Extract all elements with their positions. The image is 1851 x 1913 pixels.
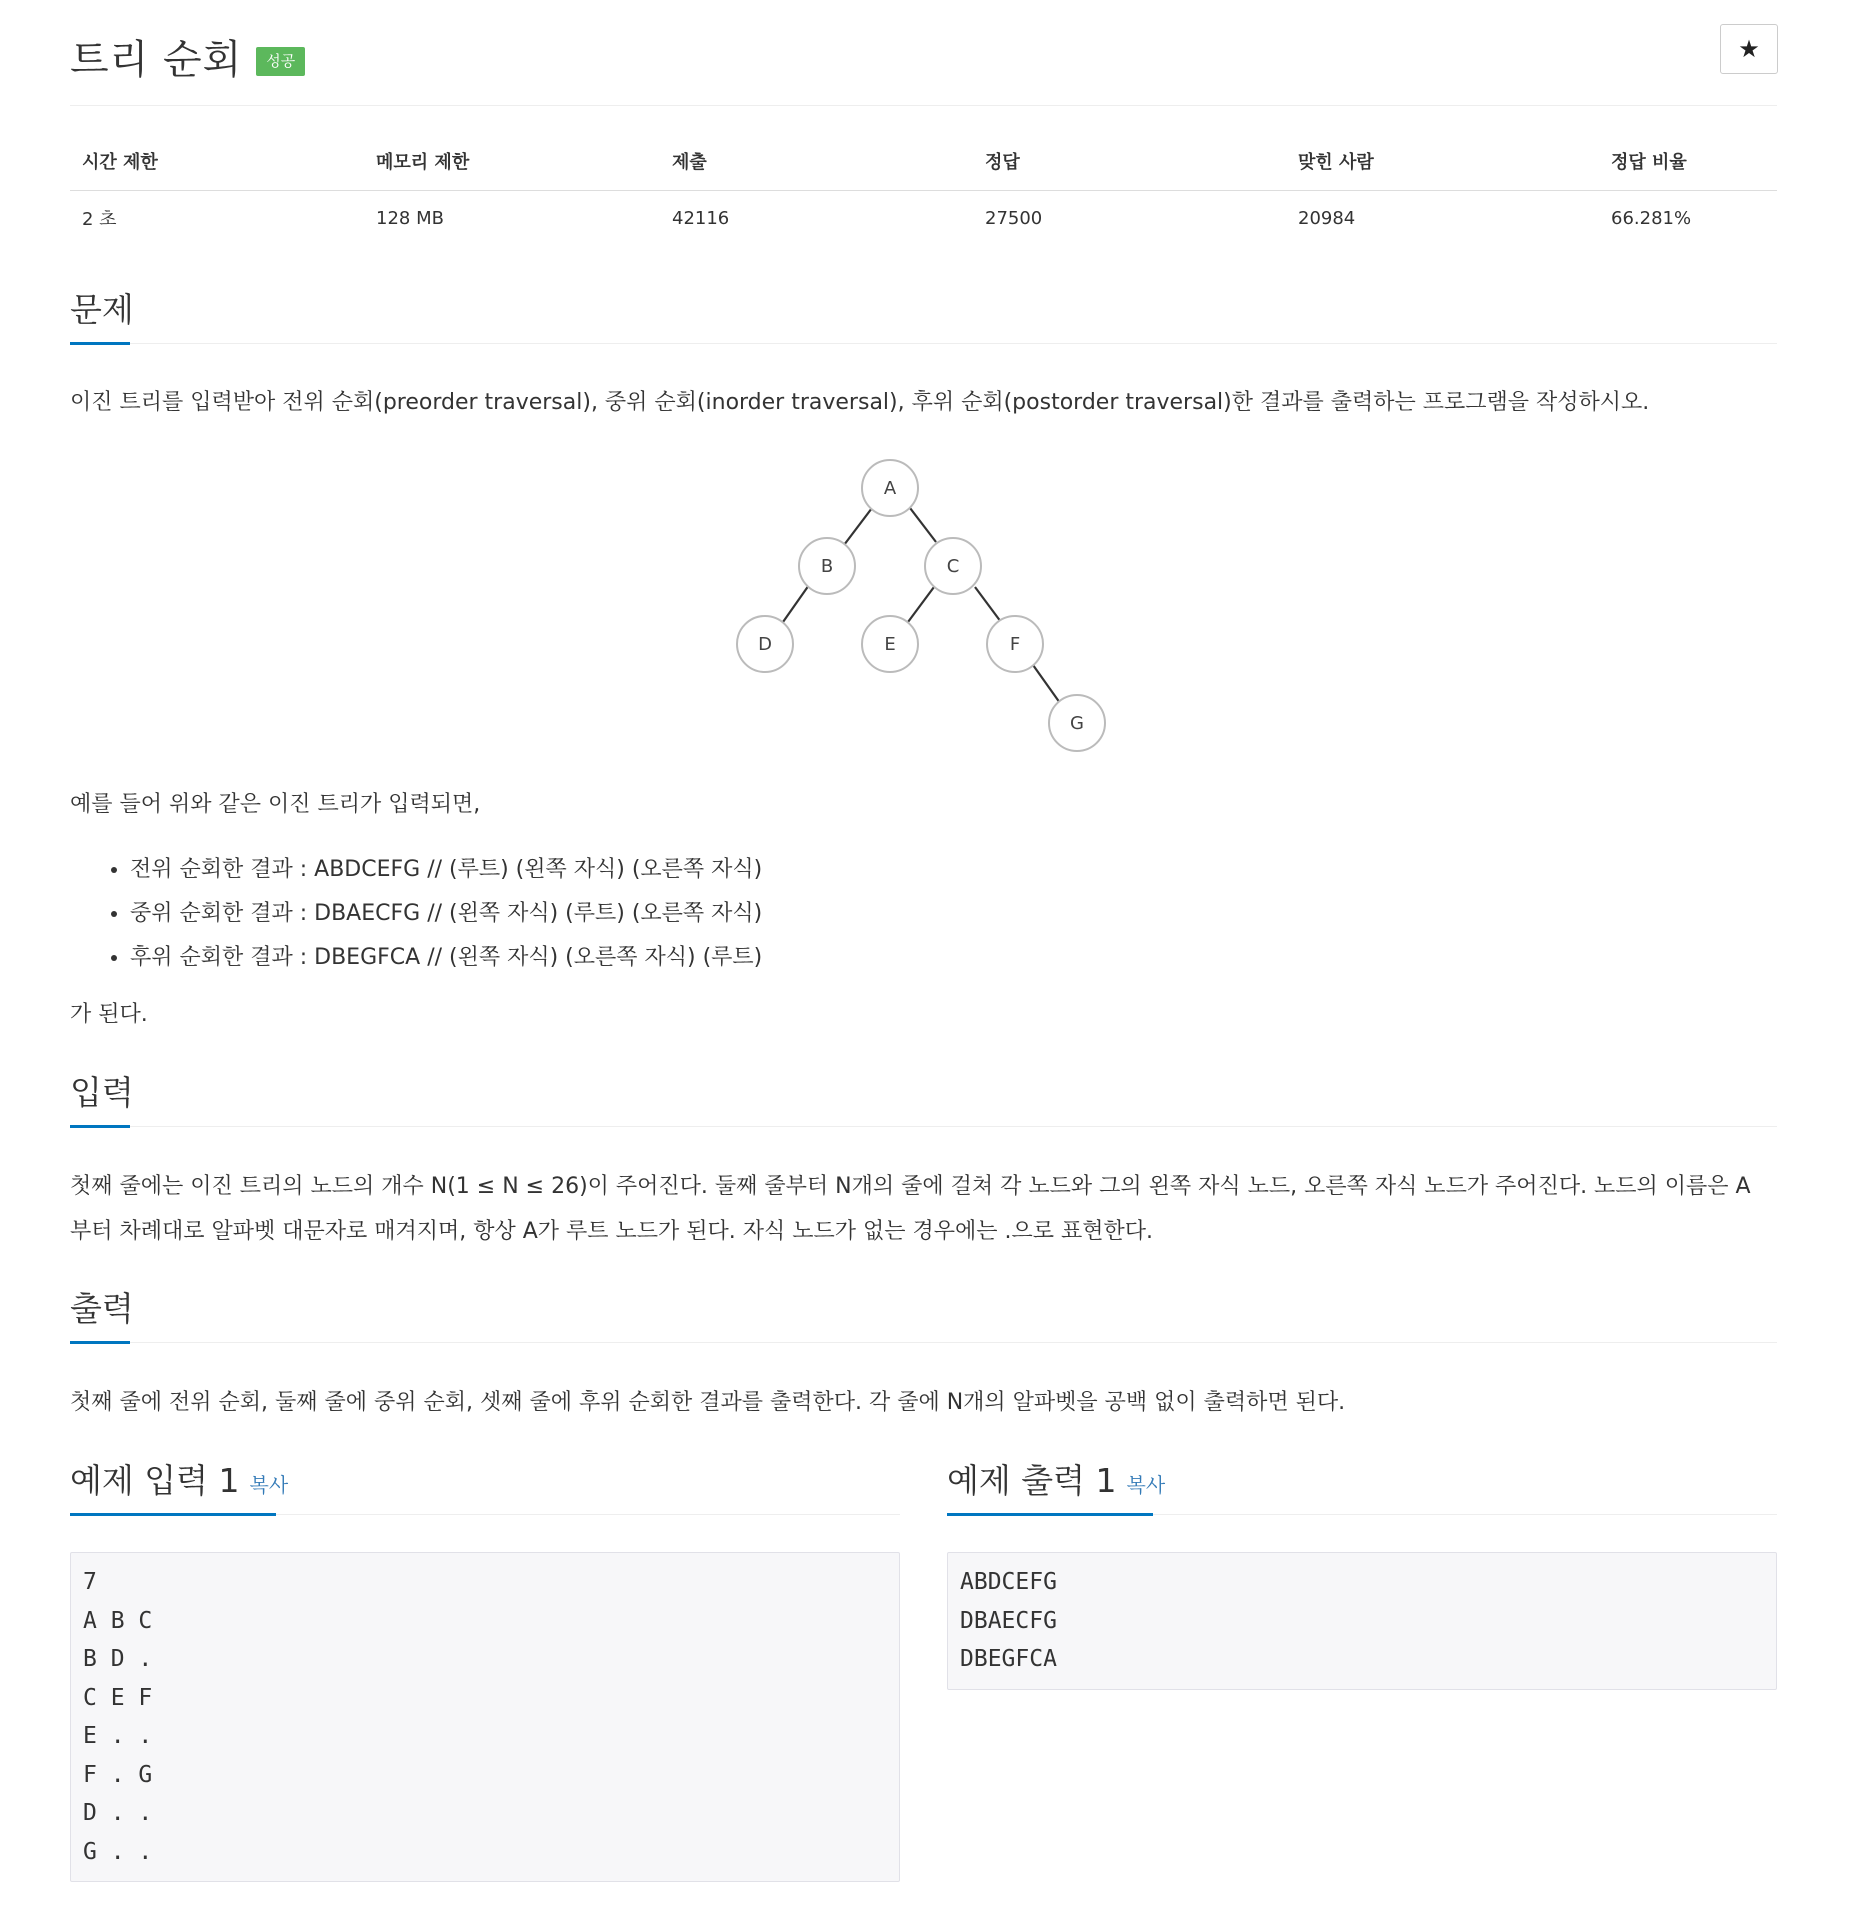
sample-input-title-group <box>70 1455 288 1502</box>
section-underline <box>70 342 130 345</box>
sample-output-box[interactable]: ABDCEFG DBAECFG DBEGFCA <box>947 1552 1777 1690</box>
star-button[interactable] <box>1720 24 1778 74</box>
input-description-line-2: 부터 차례대로 알파벳 대문자로 매겨지며, 항상 A가 루트 노드가 된다. 자식 노드가 없는 경우에는 .으로 표현한다. <box>70 1219 1154 1244</box>
section-underline <box>947 1513 1153 1516</box>
tree-label-b: B <box>820 556 834 577</box>
list-item-inorder: • 중위 순회한 결과 : DBAECFG // (왼쪽 자식) (루트) (오른쪽 자식) <box>130 892 1130 936</box>
star-icon: ★ <box>1738 35 1760 63</box>
example-conclusion: 가 된다. <box>70 1002 148 1027</box>
page-title: 트리 순회 <box>70 36 243 83</box>
sample-output-title-group <box>947 1455 1165 1502</box>
edge-f-g <box>1033 665 1060 703</box>
tree-label-a: A <box>883 478 897 499</box>
copy-sample-input-link[interactable]: 복사 <box>249 1473 289 1497</box>
stats-header-ratio: 정답 비율 <box>1599 138 1777 191</box>
section-underline <box>70 1513 276 1516</box>
stats-accepted: 27500 <box>985 207 1043 229</box>
output-heading: 출력 <box>70 1289 134 1328</box>
edge-a-c <box>910 508 936 542</box>
copy-sample-output-link[interactable]: 복사 <box>1126 1473 1166 1497</box>
sample-input-title: 예제 입력 1 <box>70 1461 240 1500</box>
stats-time-limit: 2 초 <box>82 209 117 230</box>
stats-value-row <box>70 191 1777 246</box>
output-section-header <box>70 1282 1777 1343</box>
problem-section-header <box>70 283 1777 344</box>
status-badge: 성공 <box>256 47 305 76</box>
edge-b-d <box>783 585 809 622</box>
input-heading: 입력 <box>70 1073 134 1112</box>
input-description <box>70 1164 1777 1254</box>
list-item-postorder: • 후위 순회한 결과 : DBEGFCA // (왼쪽 자식) (오른쪽 자식) (루트) <box>130 936 1130 980</box>
tree-label-g: G <box>1070 713 1084 734</box>
traversal-list <box>70 848 1130 980</box>
output-description: 첫째 줄에 전위 순회, 둘째 줄에 중위 순회, 셋째 줄에 후위 순회한 결과를 출력한다. 각 줄에 N개의 알파벳을 공백 없이 출력하면 된다. <box>70 1390 1346 1415</box>
edge-a-b <box>844 508 872 545</box>
tree-label-e: E <box>884 634 896 655</box>
input-description-line-1: 첫째 줄에는 이진 트리의 노드의 개수 N(1 ≤ N ≤ 26)이 주어진다. 둘째 줄부터 N개의 줄에 걸쳐 각 노드와 그의 왼쪽 자식 노드, 오른쪽 자식 노드가 주어진다. 노드의 이름은 A <box>70 1174 1751 1199</box>
tree-label-c: C <box>946 556 960 577</box>
sample-output-header <box>947 1454 1777 1515</box>
stats-header-time-limit: 시간 제한 <box>70 138 364 191</box>
stats-ratio: 66.281% <box>1611 207 1692 229</box>
binary-tree-figure <box>720 450 1120 760</box>
title-divider <box>70 105 1777 106</box>
stats-header-submissions: 제출 <box>660 138 973 191</box>
section-underline <box>70 1125 130 1128</box>
edge-c-f <box>975 587 1001 622</box>
sample-input-header <box>70 1454 900 1515</box>
stats-header-row <box>70 138 1777 191</box>
sample-input-box[interactable]: 7 A B C B D . C E F E . . F . G D . . G . . <box>70 1552 900 1882</box>
tree-label-f: F <box>1009 634 1021 655</box>
stats-submissions: 42116 <box>672 207 730 229</box>
problem-heading: 문제 <box>70 290 134 329</box>
problem-stats-table <box>70 138 1777 245</box>
edge-c-e <box>908 587 934 622</box>
stats-memory-limit: 128 MB <box>376 207 444 229</box>
title-row <box>70 24 305 88</box>
problem-description: 이진 트리를 입력받아 전위 순회(preorder traversal), 중위 순회(inorder traversal), 후위 순회(postorder traversal)한 결과를 출력하는 프로그램을 작성하시오. <box>70 390 1650 415</box>
tree-label-d: D <box>758 634 772 655</box>
stats-header-solvers: 맞힌 사람 <box>1286 138 1599 191</box>
stats-header-memory-limit: 메모리 제한 <box>364 138 660 191</box>
sample-output-title: 예제 출력 1 <box>947 1461 1117 1500</box>
input-section-header <box>70 1066 1777 1127</box>
stats-header-accepted: 정답 <box>973 138 1286 191</box>
list-item-preorder: • 전위 순회한 결과 : ABDCEFG // (루트) (왼쪽 자식) (오른쪽 자식) <box>130 848 1130 892</box>
section-underline <box>70 1341 130 1344</box>
example-intro: 예를 들어 위와 같은 이진 트리가 입력되면, <box>70 792 481 817</box>
stats-solvers: 20984 <box>1298 207 1356 229</box>
